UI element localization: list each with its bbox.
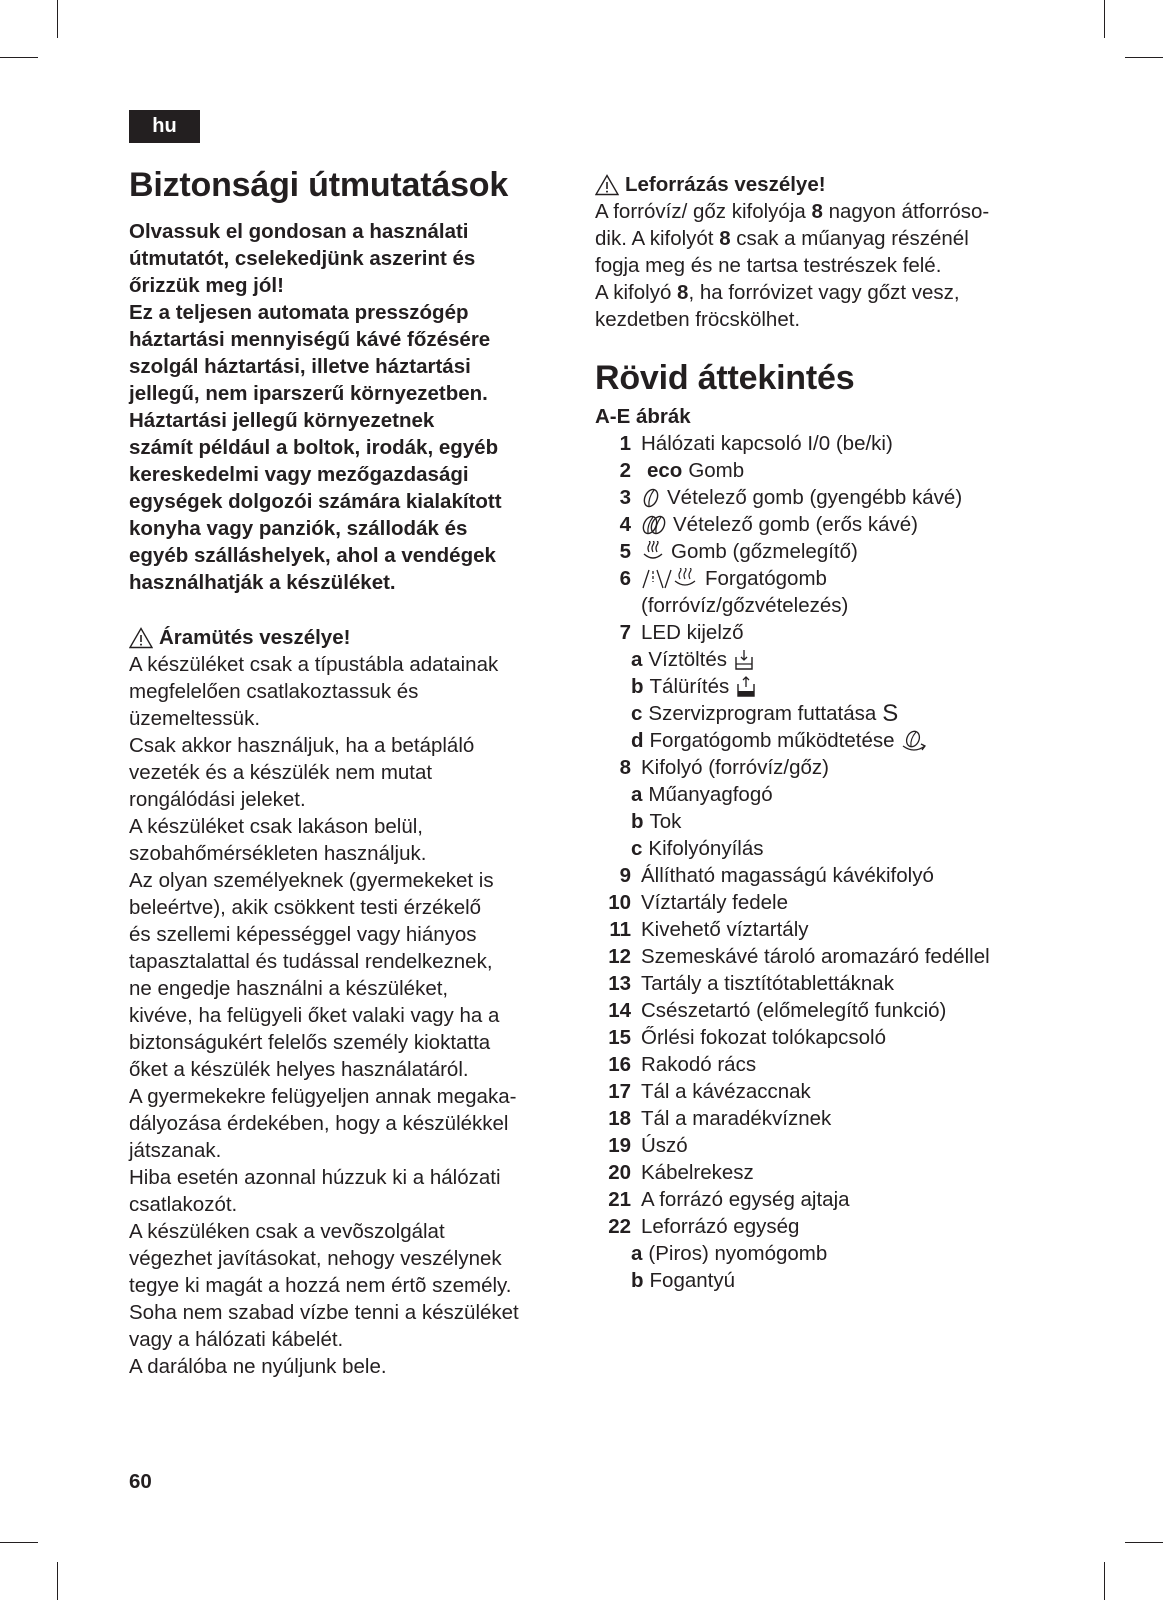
intro-line: számít például a boltok, irodák, egyéb [129,436,499,459]
text-line: tegye ki magát a hozzá nem értõ személy. [129,1274,512,1297]
crop-mark [1125,57,1163,58]
steam-icon [641,541,665,563]
list-subitem: c Szervizprogram futtatása S [631,700,899,727]
text-line: üzemeltessük. [129,707,261,730]
text-line: A darálóba ne nyúljunk bele. [129,1355,387,1378]
text-line: Soha nem szabad vízbe tenni a készüléket [129,1301,519,1324]
list-item: 21 A forrázó egység ajtaja [608,1188,850,1211]
eco-label: eco [647,459,683,482]
list-item: 11 Kivehető víztartály [609,918,809,941]
text-line: őket a készülék helyes használatáról. [129,1058,469,1081]
intro-line: egyéb szálláshelyek, ahol a vendégek [129,544,496,567]
crop-mark [1104,0,1105,38]
list-item: 8 Kifolyó (forróvíz/gőz) [619,756,829,779]
crop-mark [1104,1562,1105,1600]
intro-line: használhatják a készüléket. [129,571,396,594]
text-line: rongálódási jeleket. [129,788,306,811]
warning-triangle-icon [129,627,153,649]
parts-list [595,430,1045,1294]
text-line: biztonságukért felelős személy kioktatta [129,1031,491,1054]
list-subitem: c Kifolyónyílás [631,837,764,860]
crop-mark [0,1542,38,1543]
text-line: vagy a hálózati kábelét. [129,1328,344,1351]
text-line: dik. A kifolyót 8 csak a műanyag részénél [595,227,969,250]
text-line: szobahőmérsékleten használjuk. [129,842,427,865]
warning-title: Leforrázás veszélye! [625,173,826,196]
text-line: megfelelően csatlakoztassuk és [129,680,419,703]
scald-warning-text [595,198,1045,333]
intro-line: jellegű, nem iparszerű környezetben. [129,382,488,405]
page-title: Biztonsági útmutatások [129,166,509,204]
list-item: 2 eco Gomb [619,459,745,482]
list-subitem: b Fogantyú [631,1269,736,1292]
rotary-knob-icon [901,729,927,753]
list-item: 7 LED kijelző [619,621,744,644]
tray-empty-icon [735,676,757,698]
list-item: 20 Kábelrekesz [608,1161,754,1184]
water-fill-icon [733,649,755,671]
text-line: vezeték és a készülék nem mutat [129,761,433,784]
bean-double-icon [641,514,667,536]
intro-line: őrizzük meg jól! [129,274,284,297]
text-line: dályozása érdekében, hogy a készülékkel [129,1112,509,1135]
intro-line: háztartási mennyiségű kávé főzésére [129,328,491,351]
scald-warning-heading [595,171,1045,198]
list-item: 16 Rakodó rács [608,1053,757,1076]
text-line: kezdetben fröcskölhet. [595,308,801,331]
crop-mark [57,0,58,38]
service-symbol: S [882,700,899,727]
text-line: fogja meg és ne tartsa testrészek felé. [595,254,942,277]
list-item: 17 Tál a kávézaccnak [608,1080,811,1103]
intro-line: útmutatót, cselekedjünk aszerint és [129,247,476,270]
crop-mark [1125,1542,1163,1543]
crop-mark [0,57,38,58]
text-line: Az olyan személyeknek (gyermekeket is [129,869,494,892]
text-line: tapasztalattal és tudással rendelkeznek, [129,950,493,973]
list-item: 22 Leforrázó egység [608,1215,800,1238]
warning-title: Áramütés veszélye! [159,626,351,649]
warning-triangle-icon [595,174,619,196]
intro-line: szolgál háztartási, illetve háztartási [129,355,471,378]
text-line: és szellemi képességgel vagy hiányos [129,923,477,946]
electric-shock-warning-text [129,651,569,1380]
list-subitem: d Forgatógomb működtetése [595,727,1045,754]
text-line: A készüléket csak lakáson belül, [129,815,423,838]
list-item: 6 Forgatógomb [619,567,827,590]
text-line: ne engedje használni a készüléket, [129,977,449,1000]
intro-line: kereskedelmi vagy mezőgazdasági [129,463,469,486]
text-line: Hiba esetén azonnal húzzuk ki a hálózati [129,1166,501,1189]
text-line: játszanak. [129,1139,222,1162]
list-item: 3 Vételező gomb (gyengébb kávé) [619,486,963,509]
list-item: 9 Állítható magasságú kávékifolyó [619,864,934,887]
intro-text [129,218,569,596]
text-line: beleértve), akik csökkent testi érzékelő [129,896,482,919]
list-item: 12 Szemeskávé tároló aromazáró fedéllel [608,945,990,968]
text-line: Csak akkor használjuk, ha a betápláló [129,734,475,757]
hot-water-steam-icon [641,568,699,590]
figure-reference: A-E ábrák [595,405,691,428]
intro-line: Ez a teljesen automata presszógép [129,301,469,324]
list-subitem: b Tálürítés [595,673,1045,700]
right-column [595,171,1045,1294]
text-line: A készüléken csak a vevõszolgálat [129,1220,445,1243]
bean-single-icon [641,487,661,509]
intro-line: Olvassuk el gondosan a használati [129,220,469,243]
text-line: A készüléket csak a típustábla adatainak [129,653,499,676]
text-line: A gyermekekre felügyeljen annak megaka- [129,1085,517,1108]
page-number: 60 [129,1470,152,1493]
electric-shock-warning-heading [129,624,569,651]
list-item: 13 Tartály a tisztítótablettáknak [608,972,894,995]
intro-line: konyha vagy panziók, szállodák és [129,517,468,540]
intro-line: Háztartási jellegű környezetnek [129,409,435,432]
left-column [129,164,569,1380]
list-item: 4 Vételező gomb (erős kávé) [619,513,918,536]
list-item: 5 Gomb (gőzmelegítő) [619,540,858,563]
list-item: 15 Őrlési fokozat tolókapcsoló [608,1026,886,1049]
text-line: A kifolyó 8, ha forróvizet vagy gőzt vesz, [595,281,960,304]
list-subitem: a Műanyagfogó [631,783,773,806]
text-line: végezhet javításokat, nehogy veszélynek [129,1247,502,1270]
list-subitem: a (Piros) nyomógomb [631,1242,828,1265]
list-item: 10 Víztartály fedele [608,891,788,914]
text-line: A forróvíz/ gőz kifolyója 8 nagyon átforróso- [595,200,990,223]
list-item: 19 Úszó [608,1134,688,1157]
section-title: Rövid áttekintés [595,359,855,397]
list-item: 18 Tál a maradékvíznek [608,1107,832,1130]
list-item: 14 Csészetartó (előmelegítő funkció) [608,999,947,1022]
intro-line: egységek dolgozói számára kialakított [129,490,502,513]
text-line: kivéve, ha felügyeli őket valaki vagy ha a [129,1004,500,1027]
list-item: 1 Hálózati kapcsoló I/0 (be/ki) [619,432,893,455]
crop-mark [57,1562,58,1600]
list-item-continuation: (forróvíz/gőzvételezés) [641,594,849,617]
text-line: csatlakozót. [129,1193,238,1216]
list-subitem: a Víztöltés [595,646,1045,673]
list-subitem: b Tok [631,810,682,833]
language-tag: hu [129,110,200,143]
